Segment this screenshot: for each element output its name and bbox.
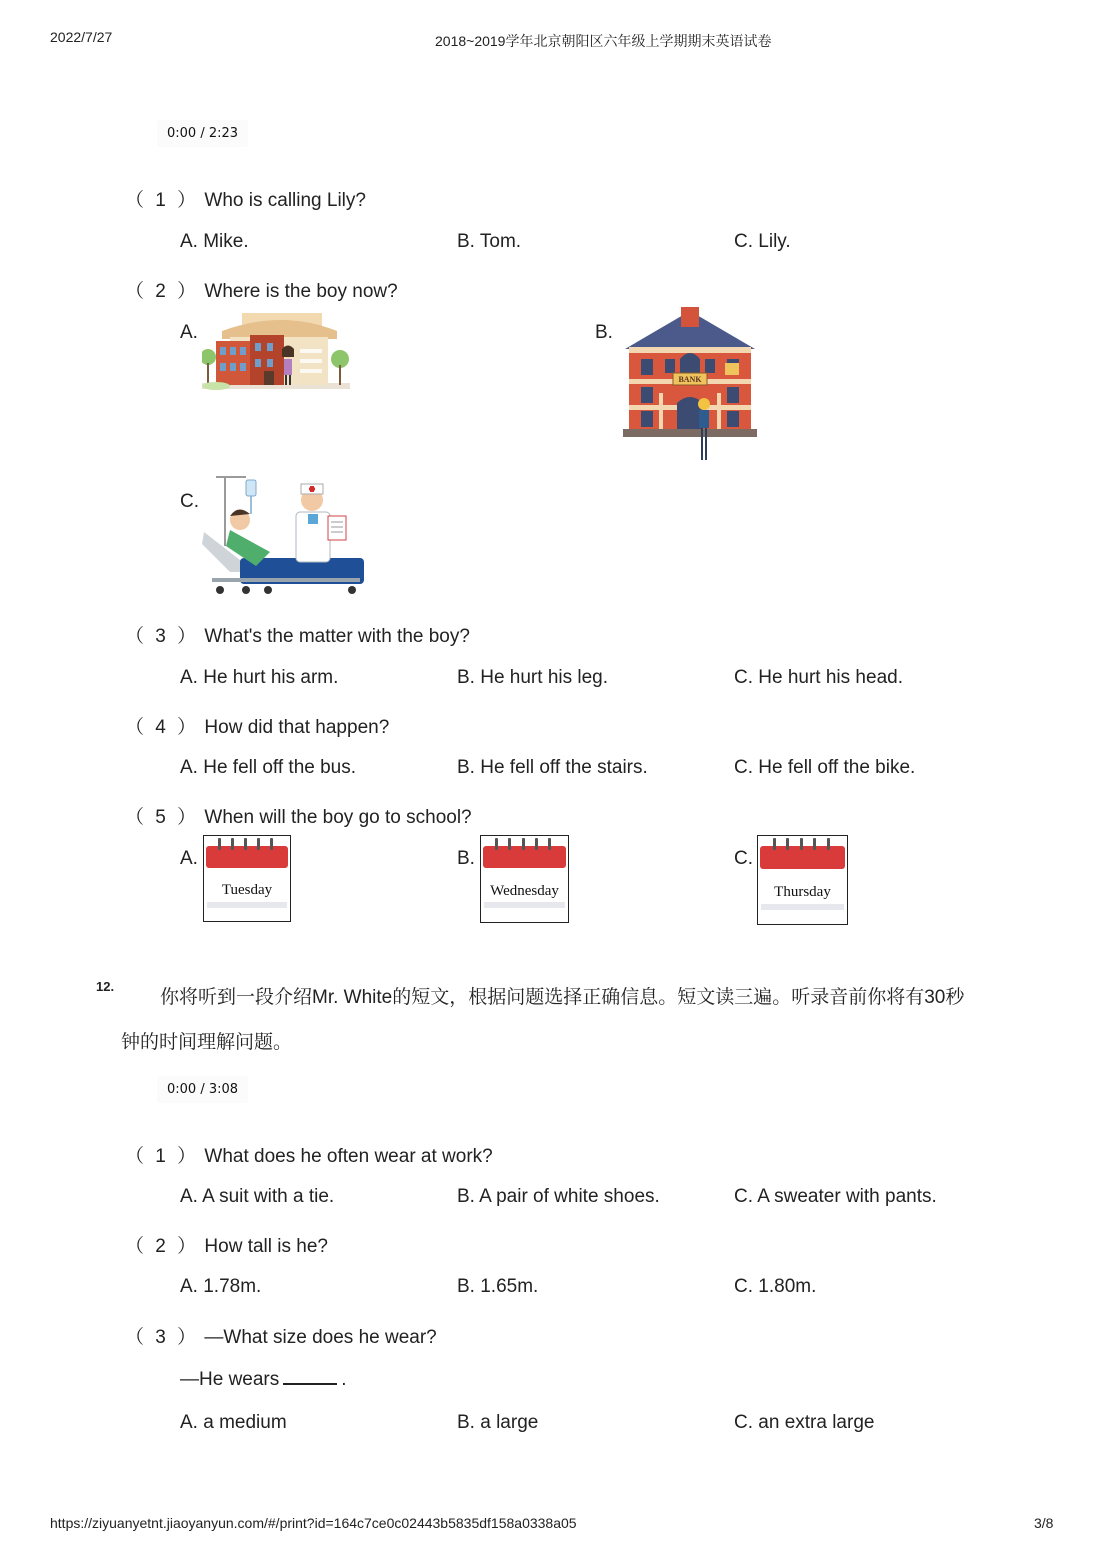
answer-blank — [283, 1367, 337, 1385]
option-b: B. He hurt his leg. — [457, 667, 609, 688]
audio-player[interactable] — [157, 1076, 248, 1103]
question-number: （ 2 ） — [125, 1236, 200, 1257]
question-number: （ 5 ） — [125, 807, 200, 828]
option-c: C. He fell off the bike. — [734, 757, 916, 778]
question-number: （ 1 ） — [125, 1146, 200, 1167]
school-illustration — [202, 309, 350, 399]
option-b-label: B. — [595, 322, 613, 343]
option-b: B. Tom. — [457, 231, 522, 252]
question-text: How tall is he? — [204, 1236, 328, 1257]
question-text: What's the matter with the boy? — [204, 626, 470, 647]
question-group-number: 12. — [96, 979, 115, 994]
option-c: C. 1.80m. — [734, 1276, 817, 1297]
question-2 — [125, 276, 398, 303]
option-c-label: C. — [734, 848, 753, 869]
bank-illustration — [617, 307, 763, 465]
option-c-label: C. — [180, 491, 199, 512]
question-number: （ 3 ） — [125, 626, 200, 647]
option-a-label: A. — [180, 848, 198, 869]
calendar-icon — [204, 836, 290, 921]
option-a: A. 1.78m. — [180, 1276, 262, 1297]
question-4 — [125, 712, 389, 739]
question-text: Where is the boy now? — [204, 281, 398, 302]
option-a: A. He hurt his arm. — [180, 667, 339, 688]
question-3 — [125, 1322, 437, 1349]
page-title: 2018~2019学年北京朝阳区六年级上学期期末英语试卷 — [435, 33, 772, 49]
bank-sign: BANK — [678, 375, 702, 384]
calendar-wednesday — [480, 835, 569, 923]
question-number: （ 1 ） — [125, 190, 200, 211]
option-b: B. He fell off the stairs. — [457, 757, 648, 778]
option-b: B. A pair of white shoes. — [457, 1186, 660, 1207]
answer-line — [180, 1367, 347, 1391]
option-a: A. a medium — [180, 1412, 287, 1433]
answer-suffix: . — [341, 1369, 347, 1390]
question-text: How did that happen? — [204, 717, 390, 738]
question-1 — [125, 185, 366, 212]
audio-time: 0:00 / 2:23 — [167, 126, 239, 141]
option-a: A. He fell off the bus. — [180, 757, 357, 778]
calendar-icon — [758, 836, 847, 924]
option-b-label: B. — [457, 848, 475, 869]
calendar-day: Tuesday — [221, 882, 273, 898]
page-url[interactable]: https://ziyuanyetnt.jiaoyanyun.com/#/print?id=164c7ce0c02443b5835df158a0338a05 — [50, 1515, 577, 1531]
option-a-label: A. — [180, 322, 198, 343]
question-text: Who is calling Lily? — [204, 190, 366, 211]
calendar-tuesday — [203, 835, 291, 922]
question-text: When will the boy go to school? — [204, 807, 472, 828]
calendar-day: Wednesday — [490, 883, 559, 899]
answer-prefix: —He wears — [180, 1369, 280, 1390]
option-b: B. 1.65m. — [457, 1276, 539, 1297]
option-c: C. A sweater with pants. — [734, 1186, 937, 1207]
calendar-thursday — [757, 835, 848, 925]
question-text: What does he often wear at work? — [204, 1146, 493, 1167]
option-a: A. A suit with a tie. — [180, 1186, 335, 1207]
option-a: A. Mike. — [180, 231, 249, 252]
question-2 — [125, 1231, 328, 1258]
question-text: —What size does he wear? — [204, 1327, 437, 1348]
question-1 — [125, 1141, 493, 1168]
option-c: C. an extra large — [734, 1412, 875, 1433]
audio-player[interactable] — [157, 120, 248, 147]
question-5 — [125, 802, 472, 829]
question-number: （ 3 ） — [125, 1327, 200, 1348]
option-b: B. a large — [457, 1412, 539, 1433]
question-number: （ 2 ） — [125, 281, 200, 302]
page-number: 3/8 — [1034, 1515, 1054, 1531]
print-date: 2022/7/27 — [50, 29, 113, 45]
option-c: C. He hurt his head. — [734, 667, 903, 688]
calendar-day: Thursday — [774, 884, 831, 900]
instruction-line-1: 你将听到一段介绍Mr. White的短文，根据问题选择正确信息。短文读三遍。听录音前你将有30秒 — [160, 987, 965, 1008]
question-3 — [125, 621, 470, 648]
option-c: C. Lily. — [734, 231, 791, 252]
instruction-line-2: 钟的时间理解问题。 — [121, 1032, 293, 1053]
question-number: （ 4 ） — [125, 717, 200, 738]
audio-time: 0:00 / 3:08 — [167, 1082, 239, 1097]
hospital-illustration — [200, 474, 368, 598]
calendar-icon — [481, 836, 568, 922]
